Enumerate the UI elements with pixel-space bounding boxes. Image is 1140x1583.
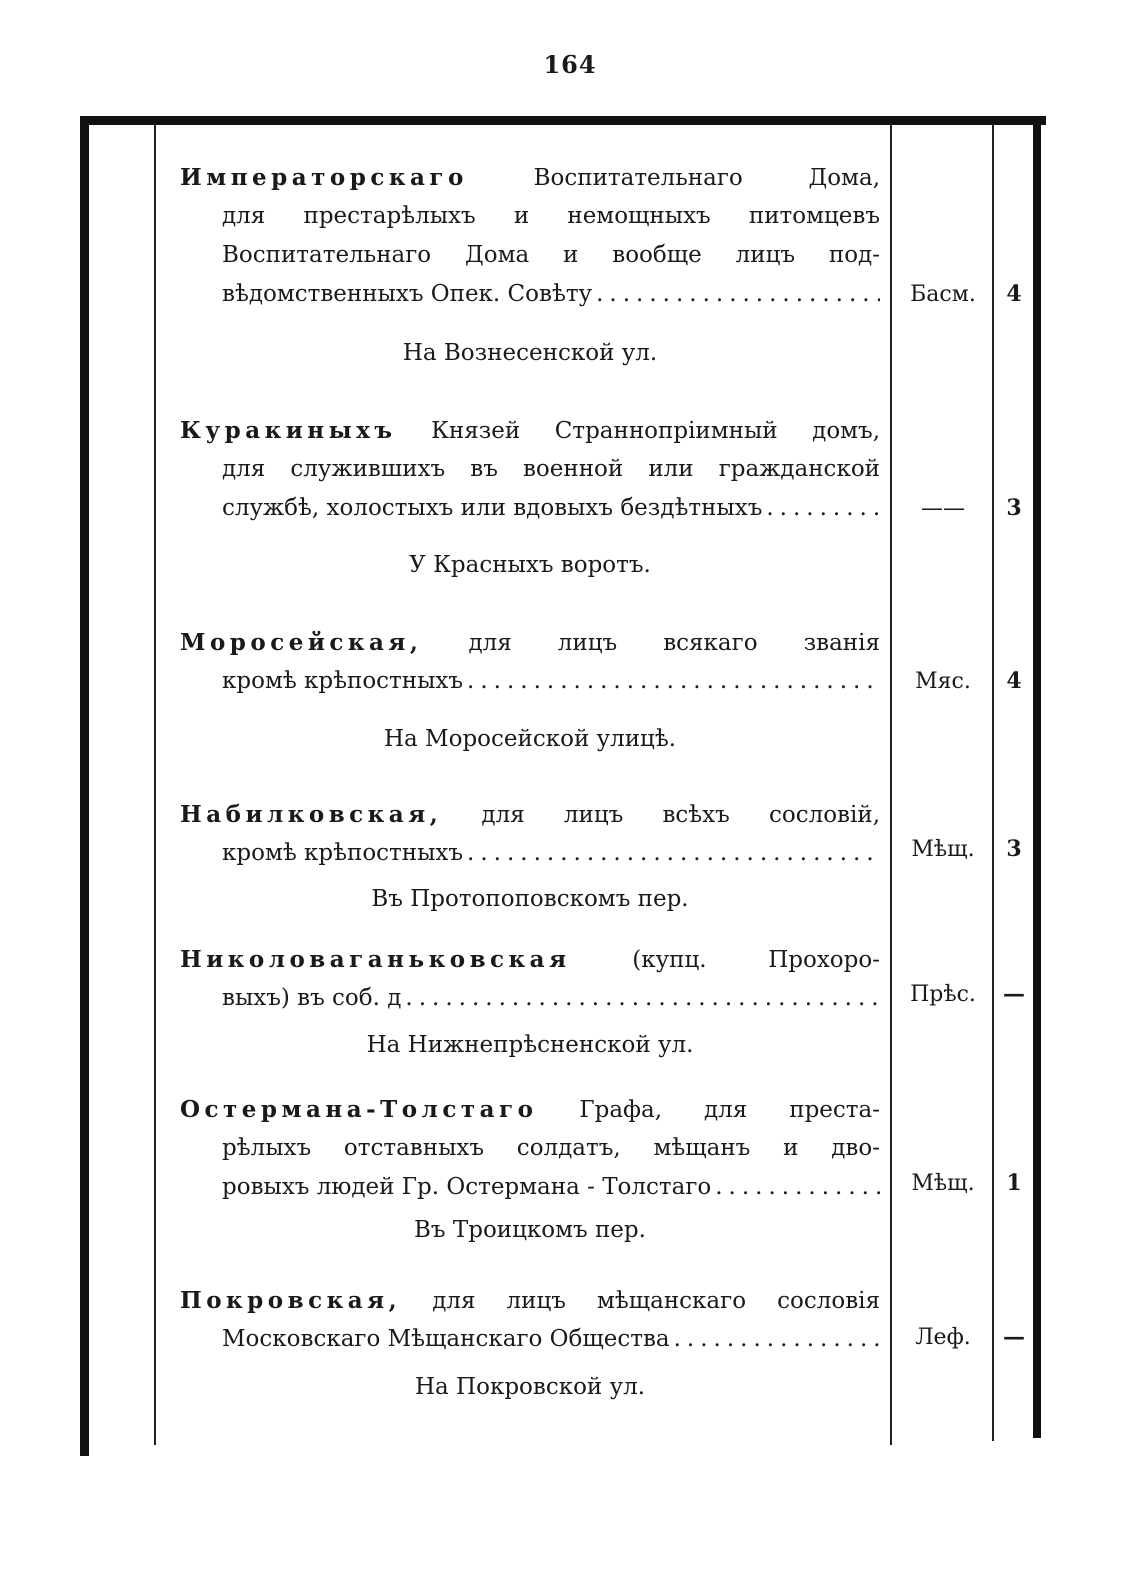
entry-line: вѣдомственныхъ Опек. Совѣту ..... bbox=[180, 275, 880, 314]
left-border-rule bbox=[80, 116, 89, 1456]
entry-moroseyskaya bbox=[180, 623, 880, 701]
count-value: 4 bbox=[1006, 281, 1022, 307]
district-label: —— bbox=[921, 496, 965, 521]
entry-imperial-house bbox=[180, 158, 880, 314]
page-number: 164 bbox=[543, 50, 597, 79]
entry-address: На Покровской ул. bbox=[414, 1374, 646, 1400]
count-value: 3 bbox=[1006, 495, 1022, 521]
entry-line: кромѣ крѣпостныхъ ..... bbox=[180, 662, 880, 701]
entry-address: Въ Троицкомъ пер. bbox=[414, 1217, 646, 1243]
entry-name: Императорскаго bbox=[180, 164, 468, 191]
district-label: Леф. bbox=[915, 1325, 971, 1350]
entry-address: Въ Протопоповскомъ пер. bbox=[371, 886, 689, 912]
district-label: Басм. bbox=[910, 282, 976, 307]
count-value: 1 bbox=[1006, 1170, 1022, 1196]
district-label: Прѣс. bbox=[910, 982, 976, 1007]
entry-osterman-tolstoy bbox=[180, 1090, 880, 1207]
district-label: Мѣщ. bbox=[911, 1171, 975, 1196]
district-label: Мяс. bbox=[915, 669, 971, 694]
entry-name: Николоваганьковская bbox=[180, 946, 571, 973]
entry-line: рѣлыхъ отставныхъ солдатъ, мѣщанъ и дво- bbox=[222, 1135, 880, 1161]
entry-line: Московскаго Мѣщанскаго Общества ..... bbox=[180, 1320, 880, 1359]
count-value: 3 bbox=[1006, 836, 1022, 862]
column-divider-district bbox=[890, 125, 892, 1445]
entry-kurakin-house bbox=[180, 411, 880, 528]
right-border-rule bbox=[1033, 116, 1041, 1438]
count-value: — bbox=[1003, 1324, 1025, 1350]
entry-name: Остермана-Толстаго bbox=[180, 1096, 538, 1123]
entry-pokrovskaya bbox=[180, 1281, 880, 1359]
entry-line: ровыхъ людей Гр. Остермана - Толстаго ..... bbox=[180, 1168, 880, 1207]
entry-line: для служившихъ въ военной или гражданской bbox=[222, 456, 880, 482]
entry-name: Покровская, bbox=[180, 1287, 402, 1314]
entry-line: Покровская, для лицъ мѣщанскаго сословія bbox=[180, 1287, 880, 1314]
entry-line: выхъ) въ соб. д ..... bbox=[180, 979, 880, 1018]
entry-line: Николоваганьковская (купц. Прохоро- bbox=[180, 946, 880, 973]
entry-line: Воспитательнаго Дома и вообще лицъ под- bbox=[222, 242, 880, 268]
entry-name: Моросейская, bbox=[180, 629, 423, 656]
entry-line: службѣ, холостыхъ или вдовыхъ бездѣтныхъ ..... bbox=[180, 489, 880, 528]
dot-leader bbox=[592, 275, 880, 314]
entry-name: Куракиныхъ bbox=[180, 417, 397, 444]
entry-line: Набилковская, для лицъ всѣхъ сословій, bbox=[180, 801, 880, 828]
entry-line: Остермана-Толстаго Графа, для преста- bbox=[180, 1096, 880, 1123]
entry-address: На Вознесенской ул. bbox=[402, 340, 658, 366]
entry-name: Набилковская, bbox=[180, 801, 443, 828]
entry-line: для престарѣлыхъ и немощныхъ питомцевъ bbox=[222, 203, 880, 229]
entry-address: На Нижнепрѣсненской ул. bbox=[366, 1032, 694, 1058]
top-border-rule bbox=[88, 116, 1046, 125]
dot-leader bbox=[711, 1168, 880, 1207]
column-divider-count bbox=[992, 125, 994, 1441]
entry-address: У Красныхъ воротъ. bbox=[409, 552, 651, 578]
district-label: Мѣщ. bbox=[911, 837, 975, 862]
count-value: 4 bbox=[1006, 668, 1022, 694]
column-divider-left bbox=[154, 125, 156, 1445]
dot-leader bbox=[401, 979, 880, 1018]
entry-address: На Моросейской улицѣ. bbox=[383, 726, 677, 752]
entry-line: Куракиныхъ Князей Страннопріимный домъ, bbox=[180, 417, 880, 444]
entry-line: Моросейская, для лицъ всякаго званія bbox=[180, 629, 880, 656]
entry-nikolovagankovskaya bbox=[180, 940, 880, 1018]
dot-leader bbox=[463, 662, 880, 701]
entry-line: Императорскаго Воспитательнаго Дома, bbox=[180, 164, 880, 191]
entry-line: кромѣ крѣпостныхъ ..... bbox=[180, 834, 880, 873]
dot-leader bbox=[670, 1320, 880, 1359]
count-value: — bbox=[1003, 981, 1025, 1007]
dot-leader bbox=[762, 489, 880, 528]
dot-leader bbox=[463, 834, 880, 873]
entry-nabilkovskaya bbox=[180, 795, 880, 873]
